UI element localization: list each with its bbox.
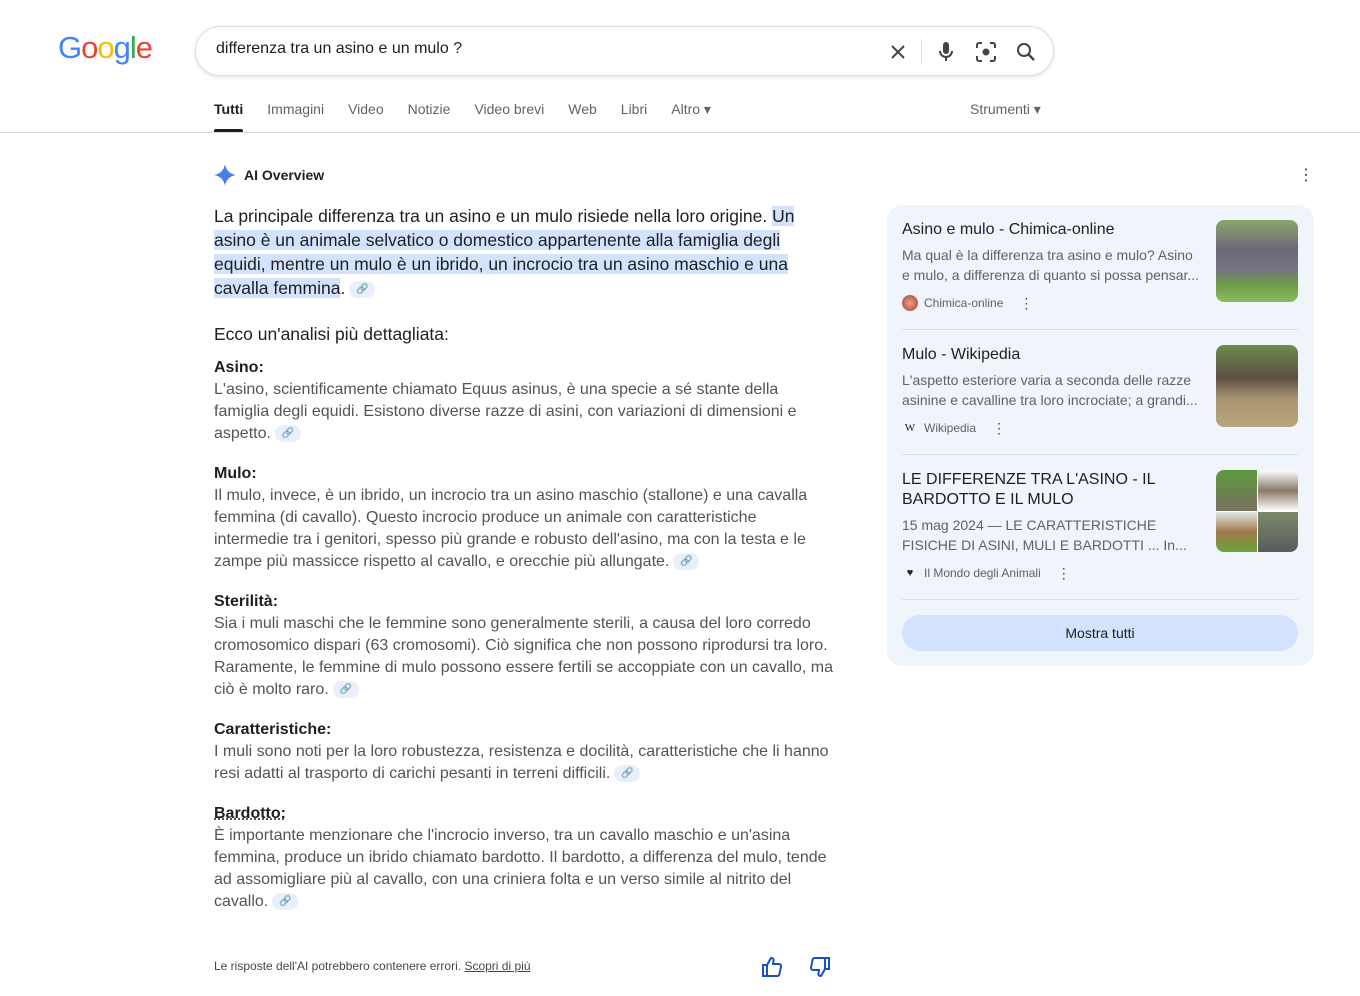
tools-button[interactable]: Strumenti ▾: [970, 101, 1041, 117]
section-text: Il mulo, invece, è un ibrido, un incrocio tra un asino maschio (stallone) e una cavalla femmina (di cavallo). Questo incrocio produce un animale con caratteristiche intermedie tra i genitori, spesso più grande e robusto dell'asino, ma con la testa e le zampe più massicce rispetto al cavallo, e orecchie più allungate. 🔗: [214, 487, 808, 570]
tab-notizie[interactable]: Notizie: [407, 101, 451, 117]
lead-end: .: [340, 278, 346, 298]
section-heading: Sterilità:: [214, 593, 279, 610]
donkey-thumbnail[interactable]: [1216, 220, 1298, 302]
heart-favicon-icon: ♥: [906, 567, 914, 579]
ai-subheading: Ecco un'analisi più dettagliata:: [214, 324, 449, 344]
section-text: È importante menzionare che l'incrocio inverso, tra un cavallo maschio e un'asina femmina, produce un ibrido chiamato bardotto. Il bardotto, a differenza del mulo, tende ad assomigliare più al cavallo, con una criniera folta e un verso simile al nitrito del cavallo. 🔗: [214, 827, 827, 910]
link-chip-icon[interactable]: 🔗: [349, 281, 375, 298]
source-site: Wikipedia: [924, 421, 977, 435]
source-card[interactable]: [902, 455, 1298, 600]
source-site: Chimica-online: [924, 296, 1004, 310]
ai-disclaimer: Le risposte dell'AI potrebbero contenere errori. Scopri di più: [214, 959, 531, 973]
lens-camera-icon[interactable]: [974, 40, 998, 64]
thumbs-down-icon[interactable]: [809, 956, 831, 978]
header-divider: [0, 132, 1360, 133]
link-chip-icon[interactable]: 🔗: [673, 553, 699, 570]
ai-overview-header: [214, 164, 324, 186]
more-options-icon[interactable]: ⋮: [1298, 167, 1314, 184]
tab-web[interactable]: Web: [568, 101, 597, 117]
ai-overview-body: [214, 204, 834, 913]
show-all-button[interactable]: Mostra tutti: [902, 615, 1298, 651]
tab-video[interactable]: Video: [348, 101, 384, 117]
link-chip-icon[interactable]: 🔗: [272, 893, 298, 910]
source-site: Il Mondo degli Animali: [924, 566, 1041, 580]
lead-highlight: Un asino è un animale selvatico o domestico appartenente alla famiglia degli equidi, mentre un mulo è un ibrido, un incrocio tra un asino maschio e una cavalla femmina: [214, 206, 795, 298]
source-snippet: L'aspetto esteriore varia a seconda delle razze asinine e cavalline tra loro incrociate; a grandi...: [902, 372, 1198, 408]
search-input[interactable]: [216, 40, 856, 58]
tab-immagini[interactable]: Immagini: [267, 101, 325, 117]
source-card[interactable]: [902, 330, 1298, 455]
gemini-sparkle-icon: [214, 164, 236, 186]
link-chip-icon[interactable]: 🔗: [333, 681, 359, 698]
section-heading: Asino:: [214, 359, 264, 376]
sources-panel: [887, 205, 1314, 666]
source-title[interactable]: LE DIFFERENZE TRA L'ASINO - IL BARDOTTO E IL MULO: [902, 471, 1155, 508]
link-chip-icon[interactable]: 🔗: [614, 765, 640, 782]
section-heading-bardotto[interactable]: Bardotto:: [214, 805, 286, 822]
search-icon[interactable]: [1014, 40, 1038, 64]
clear-icon[interactable]: [886, 40, 910, 64]
source-snippet: 15 mag 2024 — LE CARATTERISTICHE FISICHE DI ASINI, MULI E BARDOTTI ... In...: [902, 517, 1187, 553]
section-text: L'asino, scientificamente chiamato Equus asinus, è una specie a sé stante della famiglia degli equidi. Esistono diverse razze di asini, con variazioni di dimensioni e aspetto. 🔗: [214, 381, 797, 442]
wikipedia-favicon-icon: W: [904, 422, 916, 434]
source-more-icon[interactable]: ⋮: [1019, 295, 1034, 311]
learn-more-link[interactable]: Scopri di più: [464, 959, 531, 973]
section-heading: Caratteristiche:: [214, 721, 332, 738]
tab-video-brevi[interactable]: Video brevi: [474, 101, 545, 117]
source-title[interactable]: Asino e mulo - Chimica-online: [902, 221, 1115, 238]
source-title[interactable]: Mulo - Wikipedia: [902, 346, 1021, 363]
link-chip-icon[interactable]: 🔗: [275, 425, 301, 442]
google-logo[interactable]: Google: [58, 30, 153, 65]
section-heading: Mulo:: [214, 465, 257, 482]
source-more-icon[interactable]: ⋮: [992, 420, 1007, 436]
donkeys-collage-thumbnail[interactable]: [1216, 470, 1298, 552]
ai-lead-paragraph: [214, 204, 834, 300]
source-snippet: Ma qual è la differenza tra asino e mulo? Asino e mulo, a differenza di quanto si possa pensar...: [902, 247, 1200, 283]
search-tabs: [214, 101, 711, 132]
tab-libri[interactable]: Libri: [620, 101, 648, 117]
tab-tutti[interactable]: Tutti: [214, 101, 243, 132]
microphone-icon[interactable]: [934, 40, 958, 64]
section-text: I muli sono noti per la loro robustezza, resistenza e docilità, caratteristiche che li hanno resi adatti al trasporto di carichi pesanti in terreni difficili. 🔗: [214, 743, 829, 782]
section-text: Sia i muli maschi che le femmine sono generalmente sterili, a causa del loro corredo cromosomico dispari (63 cromosomi). Ciò significa che non possono riprodursi tra loro. Raramente, le femmine di mulo possono essere fertili se accoppiate con un cavallo, ma ciò è molto raro. 🔗: [214, 615, 833, 698]
search-box: [195, 26, 1054, 76]
source-more-icon[interactable]: ⋮: [1056, 565, 1071, 581]
ai-overview-title: AI Overview: [244, 167, 325, 183]
tab-altro[interactable]: Altro ▾: [671, 101, 711, 117]
mule-thumbnail[interactable]: [1216, 345, 1298, 427]
lead-text: La principale differenza tra un asino e un mulo risiede nella loro origine.: [214, 206, 773, 226]
source-card[interactable]: [902, 205, 1298, 330]
thumbs-up-icon[interactable]: [761, 956, 783, 978]
chimica-online-favicon-icon: [902, 295, 918, 311]
